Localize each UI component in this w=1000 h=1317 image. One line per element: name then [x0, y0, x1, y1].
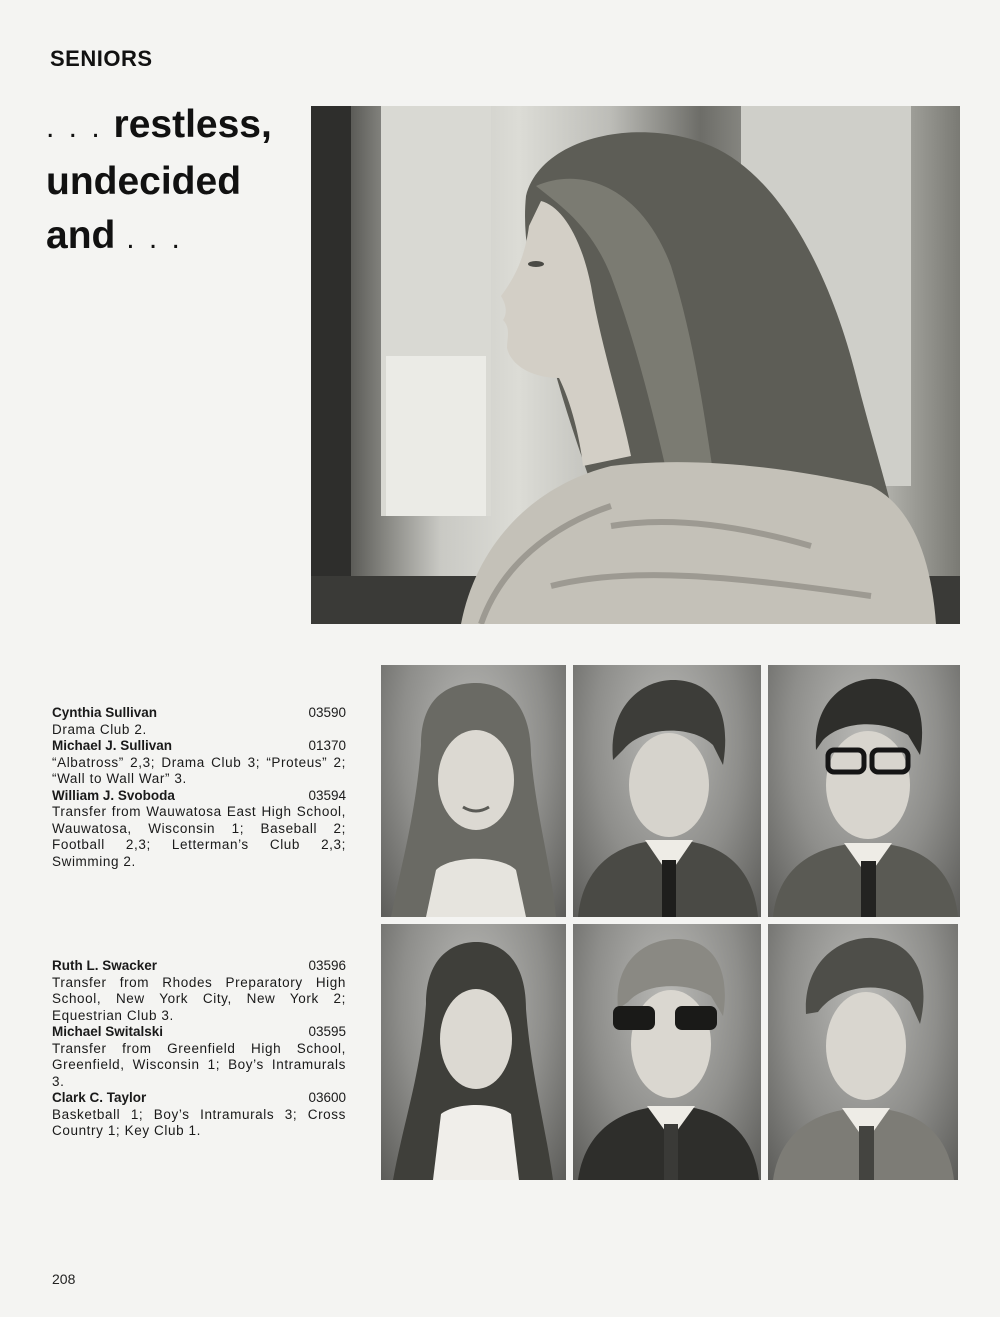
headline-word-and: and: [46, 214, 116, 257]
student-id: 03600: [308, 1090, 346, 1105]
entry-header: [52, 1024, 346, 1041]
student-activities: Transfer from Rhodes Preparatory High School, New York City, New York 2; Equestrian Club 3.: [52, 974, 346, 1023]
student-name: William J. Svoboda: [52, 787, 175, 803]
door-frame: [311, 106, 351, 624]
headline-leading-dots: . . .: [46, 111, 103, 144]
entry: [52, 958, 346, 1024]
portrait-illustration: [573, 924, 761, 1180]
glasses-right-lens: [675, 1006, 717, 1030]
portrait-ruth-l-swacker: [381, 924, 566, 1180]
entry-header: [52, 958, 346, 975]
entry: [52, 738, 346, 788]
student-id: 03590: [308, 705, 346, 720]
student-activities: Drama Club 2.: [52, 721, 147, 737]
student-name: Michael Switalski: [52, 1024, 164, 1039]
headline: [46, 98, 296, 266]
headline-line-2: undecided: [46, 160, 242, 203]
face: [440, 989, 512, 1089]
student-activities: Transfer from Greenfield High School, Greenfield, Wisconsin 1; Boy’s Intramurals 3.: [52, 1040, 346, 1089]
portrait-illustration: [381, 665, 566, 917]
paper-sheet: [386, 356, 486, 516]
page-number: 208: [52, 1271, 76, 1287]
portrait-clark-c-taylor: [768, 924, 958, 1180]
face: [826, 992, 906, 1100]
entry-header: [52, 738, 346, 755]
portrait-illustration: [768, 924, 958, 1180]
portrait-illustration: [573, 665, 761, 917]
portrait-william-j-svoboda: [768, 665, 960, 917]
necktie: [859, 1126, 874, 1180]
student-activities: Transfer from Wauwatosa East High School, Wauwatosa, Wisconsin 1; Baseball 2; Football 2,3; Letterman’s Club 2,3; Swimming 2.: [52, 804, 346, 869]
hero-photo-illustration: [311, 106, 960, 624]
sweater: [461, 462, 936, 624]
portrait-illustration: [381, 924, 566, 1180]
headline-line-1: [46, 98, 296, 155]
student-name: Ruth L. Swacker: [52, 958, 158, 973]
face: [438, 730, 514, 830]
student-id: 03596: [308, 958, 346, 973]
necktie: [662, 860, 676, 917]
entry-header: [52, 705, 346, 722]
student-name: Cynthia Sullivan: [52, 705, 158, 720]
caption-block-bottom: [52, 958, 346, 1140]
glasses-left-lens: [613, 1006, 655, 1030]
student-id: 03595: [308, 1024, 346, 1039]
entry: [52, 705, 346, 738]
student-name: Michael J. Sullivan: [52, 738, 173, 753]
hero-photo: [311, 106, 960, 624]
entry: [52, 1090, 346, 1140]
headline-line-3: [46, 209, 296, 266]
student-name: Clark C. Taylor: [52, 1090, 147, 1105]
caption-block-top: [52, 705, 346, 870]
entry: [52, 1024, 346, 1090]
eye: [528, 261, 544, 267]
portrait-cynthia-sullivan: [381, 665, 566, 917]
headline-word-restless: restless,: [113, 103, 272, 146]
blouse: [433, 1105, 519, 1180]
entry-header: [52, 1090, 346, 1107]
student-activities: “Albatross” 2,3; Drama Club 3; “Proteus” 2; “Wall to Wall War” 3.: [52, 754, 346, 786]
portrait-illustration: [768, 665, 960, 917]
face: [826, 731, 910, 839]
face: [629, 733, 709, 837]
portrait-michael-switalski: [573, 924, 761, 1180]
headline-trailing-dots: . . .: [126, 222, 183, 255]
entry-header: [52, 788, 346, 805]
section-label: SENIORS: [50, 46, 153, 71]
entry: [52, 788, 346, 871]
student-id: 03594: [308, 787, 346, 803]
portrait-michael-j-sullivan: [573, 665, 761, 917]
student-id: 01370: [308, 738, 346, 753]
blouse: [426, 859, 526, 917]
necktie: [861, 861, 876, 917]
student-activities: Basketball 1; Boy’s Intramurals 3; Cross Country 1; Key Club 1.: [52, 1106, 346, 1138]
necktie: [664, 1124, 678, 1180]
